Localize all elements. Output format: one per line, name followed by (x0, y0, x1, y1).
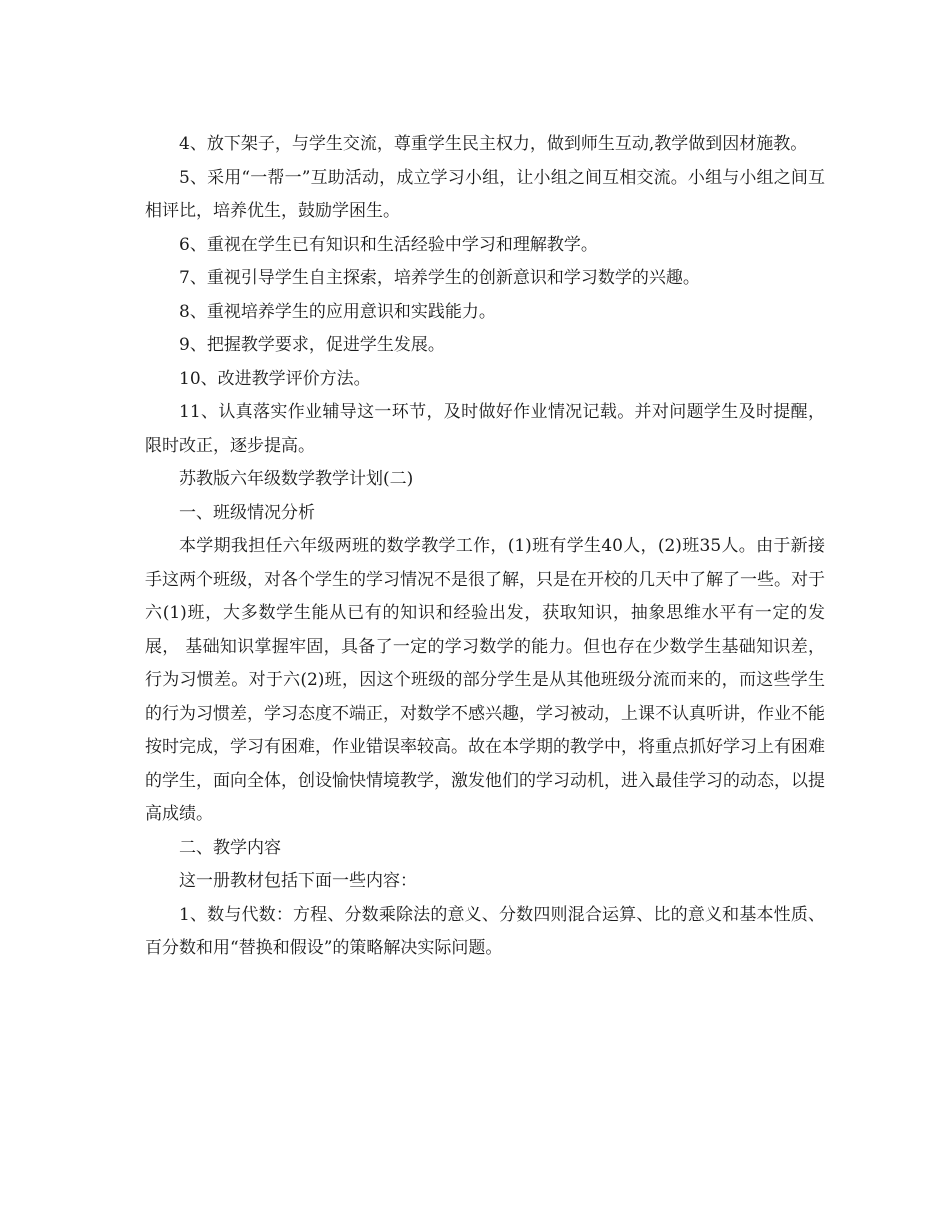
paragraph-item-11: 11、认真落实作业辅导这一环节，及时做好作业情况记载。并对问题学生及时提醒，限时改正，逐步提高。 (145, 402, 825, 456)
paragraph-item-4: 4、放下架子，与学生交流，尊重学生民主权力，做到师生互动,教学做到因材施教。 (179, 134, 808, 154)
heading-teaching-content: 二、教学内容 (179, 837, 281, 858)
paragraph-item-9: 9、把握教学要求，促进学生发展。 (179, 335, 445, 355)
paragraph-item-10: 10、改进教学评价方法。 (179, 368, 371, 389)
paragraph-content-item-1: 1、数与代数：方程、分数乘除法的意义、分数四则混合运算、比的意义和基本性质、百分数和用“替换和假设”的策略解决实际问题。 (145, 904, 825, 958)
section-title: 苏教版六年级数学教学计划(二) (179, 469, 414, 489)
heading-class-analysis: 一、班级情况分析 (179, 502, 315, 523)
paragraph-item-7: 7、重视引导学生自主探索，培养学生的创新意识和学习数学的兴趣。 (179, 268, 700, 288)
paragraph-item-6: 6、重视在学生已有知识和生活经验中学习和理解教学。 (179, 234, 598, 255)
document-body (145, 128, 825, 966)
paragraph-item-5: 5、采用“一帮一”互助活动，成立学习小组，让小组之间互相交流。小组与小组之间互相评比，培养优生，鼓励学困生。 (145, 167, 825, 221)
paragraph-class-analysis: 本学期我担任六年级两班的数学教学工作，(1)班有学生40人，(2)班35人。由于新接手这两个班级，对各个学生的学习情况不是很了解，只是在开校的几天中了解了一些。对于六(1)班，大多数学生能从已有的知识和经验出发，获取知识，抽象思维水平有一定的发展， 基础知识掌握牢固，具备了一定的学习数学的能力。但也存在少数学生基础知识差，行为习惯差。对于六(2)班，因这个班级的部分学生是从其他班级分流而来的，而这些学生的行为习惯差，学习态度不端正，对数学不感兴趣，学习被动，上课不认真听讲，作业不能按时完成，学习有困难，作业错误率较高。故在本学期的教学中，将重点抓好学习上有困难的学生，面向全体，创设愉快情境教学，激发他们的学习动机，进入最佳学习的动态，以提高成绩。 (145, 536, 825, 824)
paragraph-content-intro: 这一册教材包括下面一些内容： (179, 871, 417, 891)
paragraph-item-8: 8、重视培养学生的应用意识和实践能力。 (179, 301, 496, 322)
